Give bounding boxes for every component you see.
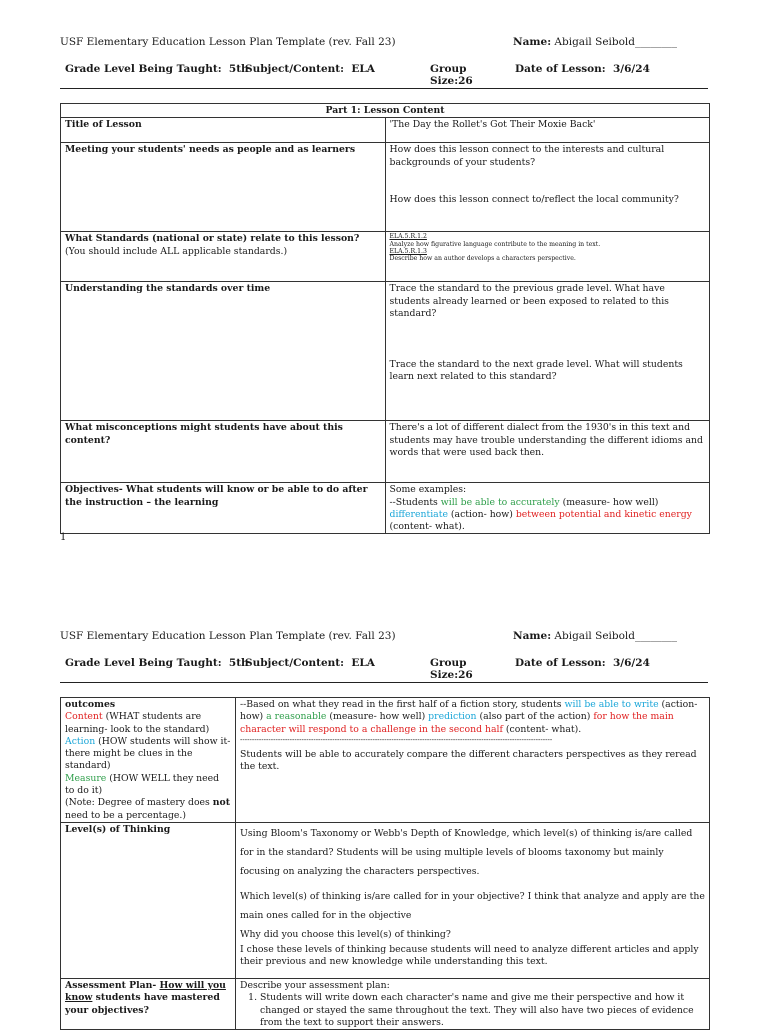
outcomes-cell [236, 698, 710, 823]
misconceptions-text: There's a lot of different dialect from the 1930's in this text and students may have trouble understanding the different idioms and words that were used back then. [385, 421, 710, 483]
mastery-note: (Note: Degree of mastery does not need to be a percentage.) [65, 797, 231, 821]
assessment-item-1: 1. Students will write down each character's name and give me their perspective and how it changed or stayed the same throughout the text. They will also have two pieces of evidence from the text to support their answers. [260, 992, 705, 1029]
page-number: 1 [60, 532, 67, 543]
lesson-date-p2: Date of Lesson: 3/6/24 [515, 657, 650, 669]
header-divider-p2 [60, 682, 708, 683]
template-title: USF Elementary Education Lesson Plan Template (rev. Fall 23) [60, 36, 396, 48]
objectives-cell [385, 483, 710, 534]
standard-2-text: Describe how an author develops a characters perspective. [389, 254, 576, 262]
understanding-label: Understanding the standards over time [61, 282, 386, 421]
outcomes-example: --Based on what they read in the first half of a fiction story, students will be able to write (action- how) a reasonable (measure- how well) prediction (also part of the action) for how the main character will respond to a challenge in the second half (content- what). [240, 699, 698, 735]
name-label: Name: [513, 36, 552, 48]
title-label: Title of Lesson [61, 118, 386, 143]
thinking-q3: Why did you choose this level(s) of thinking? [240, 929, 451, 940]
content-word: Content [65, 711, 103, 723]
objectives-intro: Some examples: [389, 484, 467, 496]
thinking-q1: Using Bloom's Taxonomy or Webb's Depth of Knowledge, which level(s) of thinking is/are called for in the standard? Students will be using multiple levels of blooms taxonomy but mainly focusing on analyzing the characters perspectives. [240, 828, 693, 877]
standard-1-text: Analyze how figurative language contribute to the meaning in text. [389, 240, 601, 248]
part1-title: Part 1: Lesson Content [61, 104, 710, 118]
grade-level: Grade Level Being Taught: 5th [65, 63, 249, 75]
standard-2-code: ELA.5.R.1.3 [389, 247, 427, 255]
content-phrase: between potential and kinetic energy [515, 508, 692, 520]
thinking-label: Level(s) of Thinking [61, 823, 236, 979]
subject: Subject/Content: ELA [245, 63, 375, 75]
assessment-label: Assessment Plan- How will you know students have mastered your objectives? [61, 979, 236, 1030]
group-size: Group Size:26 [430, 63, 473, 87]
student-name [513, 36, 677, 48]
assessment-cell [236, 979, 710, 1030]
needs-q2: How does this lesson connect to/reflect the local community? [389, 193, 679, 205]
lesson-content-table-p2 [60, 697, 710, 1030]
objective-text: Students will be able to accurately compare the different characters perspectives as they reread the text. [240, 748, 697, 773]
understanding-cell [385, 282, 710, 421]
name-value: Abigail Seibold________ [554, 36, 678, 48]
lesson-date: Date of Lesson: 3/6/24 [515, 63, 650, 75]
thinking-q4: I chose these levels of thinking because students will need to analyze different articles and apply their previous and new knowledge while understanding this text. [240, 944, 699, 968]
needs-label: Meeting your students' needs as people and as learners [61, 143, 386, 232]
action-word: Action [65, 735, 96, 747]
title-value: 'The Day the Rollet's Got Their Moxie Back' [385, 118, 710, 143]
objectives-label: Objectives- What students will know or be able to do after the instruction – the learning [61, 483, 386, 534]
dashed-separator: ------------------------------------------------------------------------------------------------------------------------------------ [240, 735, 553, 744]
template-title-p2: USF Elementary Education Lesson Plan Template (rev. Fall 23) [60, 630, 396, 642]
standard-1-code: ELA.5.R.1.2 [389, 233, 427, 241]
subject-p2: Subject/Content: ELA [245, 657, 375, 669]
misconceptions-label: What misconceptions might students have about this content? [61, 421, 386, 483]
needs-cell [385, 143, 710, 232]
action-phrase: differentiate [389, 508, 448, 520]
grade-level-p2: Grade Level Being Taught: 5th [65, 657, 249, 669]
assessment-intro: Describe your assessment plan: [240, 980, 390, 991]
measure-phrase: will be able to accurately [440, 496, 560, 508]
standards-cell [385, 232, 710, 282]
needs-q1: How does this lesson connect to the interests and cultural backgrounds of your students? [389, 144, 665, 168]
group-size-p2: Group Size:26 [430, 657, 473, 681]
objectives-example: --Students will be able to accurately (measure- how well) differentiate (action- how) between potential and kinetic energy (content- what). [389, 496, 692, 533]
outcomes-label: outcomes Content (WHAT students are learning- look to the standard) Action (HOW students will show it- there might be clues in the standard) Measure (HOW WELL they need to do it) (Note: Degree of mastery does not need to be a percentage.) [61, 698, 236, 823]
thinking-q2: Which level(s) of thinking is/are called for in your objective? I think that analyze and apply are the main ones called for in the objective [240, 891, 705, 921]
understanding-q2: Trace the standard to the next grade level. What will students learn next related to this standard? [389, 359, 683, 383]
measure-word: Measure [65, 772, 107, 784]
thinking-cell [236, 823, 710, 979]
standards-label: What Standards (national or state) relate to this lesson? (You should include ALL applicable standards.) [61, 232, 386, 282]
student-name-p2: Name: Abigail Seibold________ [513, 630, 678, 642]
lesson-content-table [60, 103, 710, 534]
understanding-q1: Trace the standard to the previous grade level. What have students already learned or been exposed to related to this standard? [389, 283, 669, 319]
header-divider [60, 88, 708, 89]
